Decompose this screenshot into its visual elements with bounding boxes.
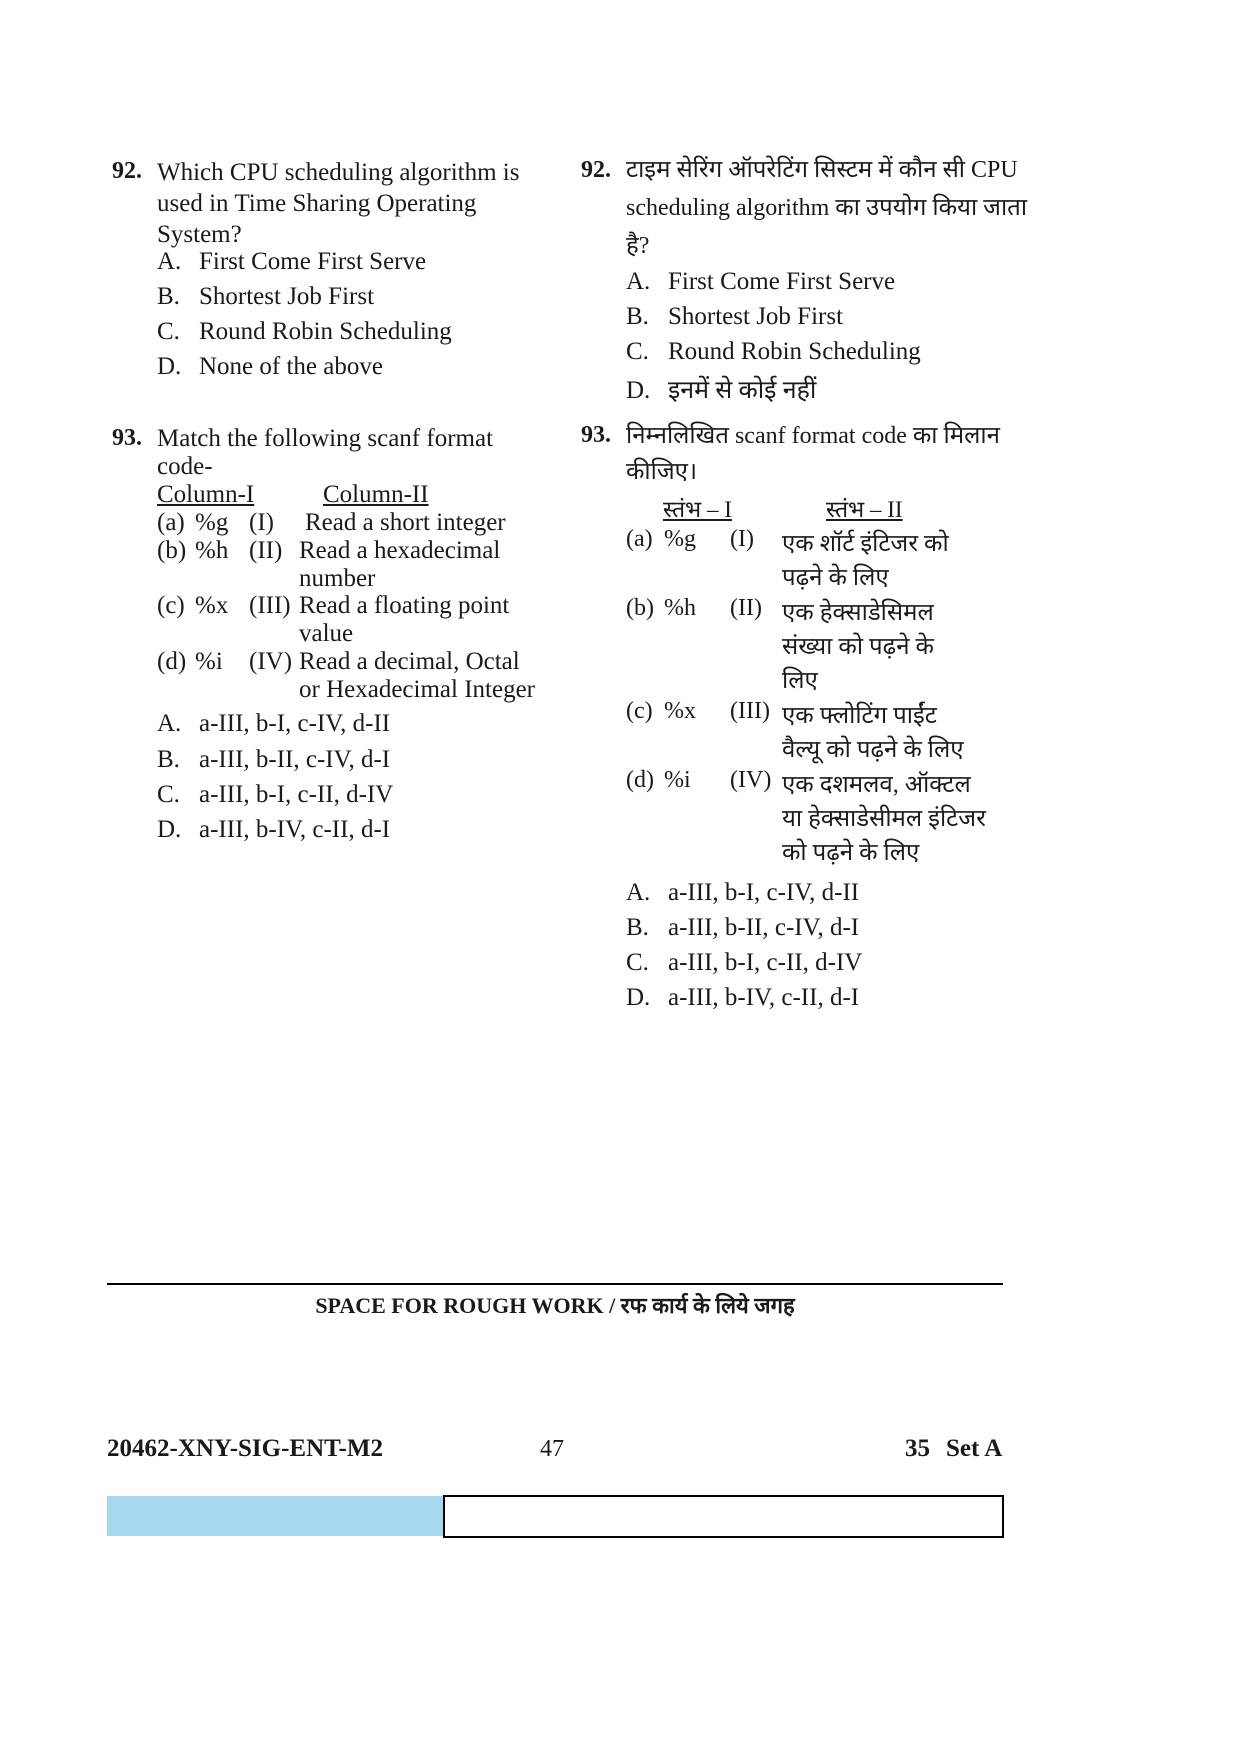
question-line: scheduling algorithm का उपयोग किया जाता	[626, 195, 1028, 221]
question-text	[157, 157, 547, 250]
option-c: C. Round Robin Scheduling	[626, 338, 921, 365]
column-2-header: स्तंभ – II	[826, 497, 903, 522]
question-line: कीजिए।	[626, 459, 698, 485]
question-line: Match the following scanf format	[157, 425, 494, 452]
blank-box	[443, 1495, 1004, 1538]
question-number: 93.	[112, 425, 142, 451]
question-line: है?	[626, 233, 650, 259]
column-1-header: Column-I	[157, 481, 255, 508]
option-d: D. a-III, b-IV, c-II, d-I	[157, 816, 391, 843]
question-line: used in Time Sharing Operating	[157, 190, 477, 217]
blue-bar	[107, 1496, 443, 1536]
set-number: 35	[905, 1435, 930, 1462]
option-d: D. इनमें से कोई नहीं	[626, 377, 817, 404]
option-d: D. None of the above	[157, 353, 383, 380]
option-a: A. a-III, b-I, c-IV, d-II	[626, 879, 860, 906]
option-d: D. a-III, b-IV, c-II, d-I	[626, 984, 860, 1011]
question-line: टाइम सेरिंग ऑपरेटिंग सिस्टम में कौन सी CPU	[626, 157, 1018, 183]
option-b: B. Shortest Job First	[157, 283, 375, 310]
divider	[107, 1283, 1003, 1285]
question-number: 93.	[581, 422, 611, 448]
option-c: C. a-III, b-I, c-II, d-IV	[626, 949, 863, 976]
option-b: B. Shortest Job First	[626, 303, 844, 330]
column-1-header: स्तंभ – I	[663, 497, 732, 522]
question-line: System?	[157, 221, 242, 248]
question-line: code-	[157, 453, 213, 480]
option-a: A. First Come First Serve	[157, 248, 427, 275]
option-c: C. a-III, b-I, c-II, d-IV	[157, 781, 394, 808]
question-number: 92.	[112, 158, 142, 184]
question-number: 92.	[581, 157, 611, 183]
option-c: C. Round Robin Scheduling	[157, 318, 452, 345]
page-number: 47	[540, 1436, 564, 1462]
question-text	[157, 425, 547, 481]
rough-work-label: SPACE FOR ROUGH WORK / रफ कार्य के लिये जगह	[315, 1293, 795, 1318]
option-a: A. a-III, b-I, c-IV, d-II	[157, 710, 391, 737]
paper-code: 20462-XNY-SIG-ENT-M2	[107, 1435, 383, 1462]
option-b: B. a-III, b-II, c-IV, d-I	[626, 914, 860, 941]
option-a: A. First Come First Serve	[626, 268, 896, 295]
question-text	[626, 418, 1046, 490]
option-b: B. a-III, b-II, c-IV, d-I	[157, 746, 391, 773]
column-2-header: Column-II	[323, 481, 429, 508]
question-line: Which CPU scheduling algorithm is	[157, 159, 520, 186]
set-label: Set A	[946, 1435, 1003, 1462]
question-line: निम्नलिखित scanf format code का मिलान	[626, 423, 1000, 449]
question-text	[626, 151, 1046, 265]
